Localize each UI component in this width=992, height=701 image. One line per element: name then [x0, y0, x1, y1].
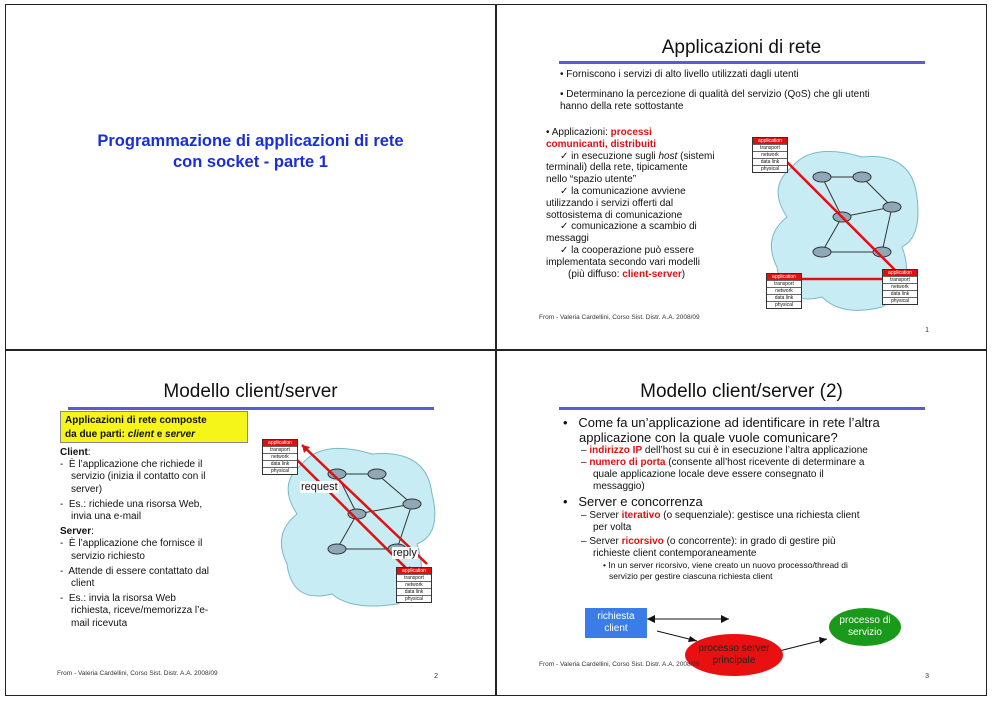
slide-1-title: Programmazione di applicazioni di rete con socket - parte 1	[97, 132, 404, 171]
slide-2	[496, 4, 987, 350]
title-underline	[68, 407, 434, 410]
slide-4-content: • Come fa un’applicazione ad identificare in rete l’altra applicazione con la quale vuole comunicare? – indirizzo IP dell’host su cui è in esecuzione l’altra applicazione – numero di porta (consente all’host ricevente di determinare a quale applicazione locale deve essere consegnato il messaggio) • Server e concorrenza – Server iterativo (o sequenziale): gestisce una richiesta client per volta – Server ricorsivo (o concorrente): in grado di gestire più richieste client contemporaneamente • In un server ricorsivo, viene creato un nuovo processo/thread di servizio per gestire ciascuna richiesta client	[563, 415, 880, 581]
slide-2-apps: • Applicazioni: processi comunicanti, distribuiti ✓ in esecuzione sugli host (sistemi terminali) della rete, tipicamente nello “spazio utente” ✓ la comunicazione avviene utilizzando i servizi offerti dal sottosistema di comunicazione ✓ comunicazione a scambio di messaggi ✓ la cooperazione può essere implementata secondo vari modelli (più diffuso: client-server)	[546, 127, 715, 280]
network-diagram	[752, 137, 924, 315]
slide-1	[5, 4, 496, 350]
richiesta-client-box: richiesta client	[585, 608, 647, 638]
protocol-stack-top: application transport network data link physical	[752, 137, 788, 173]
slide-4-title: Modello client/server (2)	[640, 381, 843, 402]
slide-2-title: Applicazioni di rete	[661, 37, 822, 58]
slide-2-footer: From - Valeria Cardellini, Corso Sist. Distr. A.A. 2008/09	[539, 314, 700, 321]
protocol-stack-bottom-right: application transport network data link physical	[882, 269, 918, 305]
slide-3	[5, 350, 496, 696]
slide-4	[496, 350, 987, 696]
processo-di-servizio: processo di servizio	[829, 608, 901, 646]
reply-label: reply	[393, 547, 417, 559]
highlight-box: Applicazioni di rete composte da due parti: client e server	[60, 411, 248, 443]
server-protocol-stack: application transport network data link physical	[396, 567, 432, 603]
request-label: request	[301, 481, 338, 493]
title-underline	[559, 61, 925, 64]
client-server-text: Client: - È l’applicazione che richiede il servizio (inizia il contatto con il server) - Es.: richiede una risorsa Web, invia una e-mail Server: - È l’applicazione che fornisce il servizio richiesto - Attende di essere contattato dal client - Es.: invia la risorsa Web richiesta, riceve/memorizza l’e- mail ricevuta	[60, 447, 209, 629]
protocol-stack-bottom-left: application transport network data link physical	[766, 273, 802, 309]
slide-2-bullets: • Forniscono i servizi di alto livello utilizzati dagli utenti • Determinano la percezione di qualità del servizio (QoS) che gli utenti hanno della rete sottostante	[560, 69, 870, 112]
page-number: 2	[434, 673, 438, 680]
slide-3-title: Modello client/server	[163, 381, 338, 402]
slide-3-footer: From - Valeria Cardellini, Corso Sist. Distr. A.A. 2008/09	[57, 670, 218, 677]
page-number: 1	[925, 327, 929, 334]
slide-4-footer: From - Valeria Cardellini, Corso Sist. Distr. A.A. 2008/09	[539, 661, 700, 668]
client-server-diagram	[262, 439, 447, 609]
client-protocol-stack: application transport network data link physical	[262, 439, 298, 475]
title-underline	[559, 407, 925, 410]
page-number: 3	[925, 673, 929, 680]
processo-server-principale: processo server principale	[685, 634, 783, 676]
